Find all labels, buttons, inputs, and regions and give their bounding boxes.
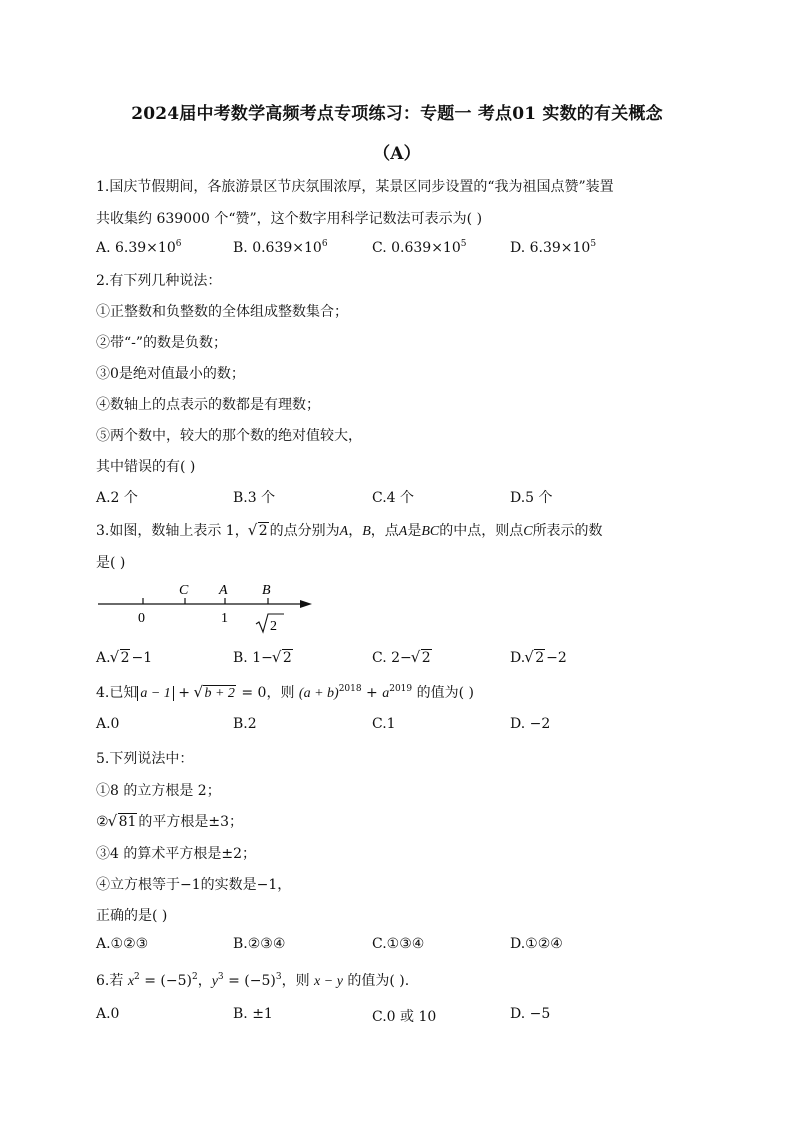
q6-option-d: D. −5 — [510, 1006, 551, 1022]
q4-option-d: D. −2 — [510, 716, 551, 732]
title-line-2: （A） — [373, 144, 421, 164]
sqrt-symbol: √ 2 — [273, 650, 293, 666]
q1-stem-line1: 1.国庆节假期间，各旅游景区节庆氛围浓厚，某景区同步设置的“我为祖国点赞”装置 — [96, 179, 614, 195]
tick-label-1: 1 — [221, 611, 228, 626]
sqrt-symbol: √ 81 — [109, 814, 138, 830]
q5-statement-3: ③4 的算术平方根是±2； — [96, 846, 256, 862]
q6-stem: 6.若 $x^2 = (-5)^2$，$y^3 = (-5)^3$，则 x − y 的值为( ). — [96, 972, 410, 989]
q5-statement-1: ①8 的立方根是 2； — [96, 783, 221, 799]
q5-option-d: D.①②④ — [510, 936, 563, 952]
q2-question: 其中错误的有( ) — [96, 459, 196, 475]
q4-option-c: C.1 — [372, 716, 396, 732]
sqrt-symbol: √ 2 — [412, 650, 432, 666]
absolute-value: a − 1 — [137, 686, 173, 701]
q5-statement-2: ②√ 81 的平方根是±3； — [96, 811, 243, 831]
q2-statement-3: ③0是绝对值最小的数； — [96, 366, 245, 382]
sqrt-symbol: √ b + 2 — [194, 685, 235, 702]
q2-statement-2: ②带“-”的数是负数； — [96, 335, 228, 351]
q6-option-a: A.0 — [96, 1006, 120, 1022]
q2-statement-4: ④数轴上的点表示的数都是有理数； — [96, 397, 320, 413]
q2-statement-5: ⑤两个数中，较大的那个数的绝对值较大， — [96, 428, 362, 444]
point-label-c: C — [179, 583, 189, 598]
q6-option-b: B. ±1 — [233, 1006, 273, 1022]
q2-option-d: D.5 个 — [510, 490, 553, 506]
q2-option-c: C.4 个 — [372, 490, 415, 506]
q1-stem-line2: 共收集约 639000 个“赞”，这个数字用科学记数法可表示为( ) — [96, 211, 483, 227]
sqrt-symbol: √ 2 — [525, 650, 545, 666]
q2-option-b: B.3 个 — [233, 490, 276, 506]
q3-stem-line1: 3.如图，数轴上表示 1，√ 2 的点分别为A，B，点A是BC的中点，则点C所表示的数 — [96, 520, 603, 540]
q4-option-b: B.2 — [233, 716, 257, 732]
q1-option-d: D. $6.39\times 10^5$ — [510, 239, 597, 256]
point-label-b: B — [262, 583, 271, 598]
q3-option-b: B. 1−√ 2 — [233, 650, 294, 666]
q1-option-c: C. $0.639\times 10^5$ — [372, 239, 467, 256]
q3-option-d: D.√ 2 −2 — [510, 650, 567, 666]
q5-intro: 5.下列说法中： — [96, 751, 194, 767]
number-line-arrow — [300, 600, 312, 608]
sqrt-symbol: √ 2 — [249, 523, 269, 539]
tick-label-0: 0 — [138, 611, 145, 626]
q2-option-a: A.2 个 — [96, 490, 138, 506]
q2-intro: 2.有下列几种说法： — [96, 273, 222, 289]
q3-stem-line2: 是( ) — [96, 555, 126, 571]
q5-option-b: B.②③④ — [233, 936, 286, 952]
q5-option-c: C.①③④ — [372, 936, 425, 952]
q2-statement-1: ①正整数和负整数的全体组成整数集合； — [96, 304, 348, 320]
q1-option-a: A. $6.39\times 10^6$ — [96, 239, 182, 256]
q5-question: 正确的是( ) — [96, 908, 168, 924]
title-line-1: 2024届中考数学高频考点专项练习：专题一 考点01 实数的有关概念 — [131, 104, 663, 124]
q4-option-a: A.0 — [96, 716, 120, 732]
q4-stem: 4.已知 a − 1 + √ b + 2 = 0，则 $(a + b)^{2018} + a^{2019}$ 的值为( ) — [96, 682, 474, 702]
q1-option-b: B. $0.639\times 10^6$ — [233, 239, 328, 256]
q6-option-c: C.0 或 10 — [372, 1009, 437, 1025]
sqrt-symbol: √ 2 — [111, 650, 131, 666]
point-label-a: A — [219, 583, 228, 598]
q5-statement-4: ④立方根等于−1的实数是−1， — [96, 877, 292, 893]
q3-option-c: C. 2−√ 2 — [372, 650, 433, 666]
tick-label-sqrt2: 2 — [270, 619, 277, 634]
q3-option-a: A.√ 2 −1 — [96, 650, 152, 666]
number-line-figure — [90, 572, 330, 640]
q5-option-a: A.①②③ — [96, 936, 149, 952]
